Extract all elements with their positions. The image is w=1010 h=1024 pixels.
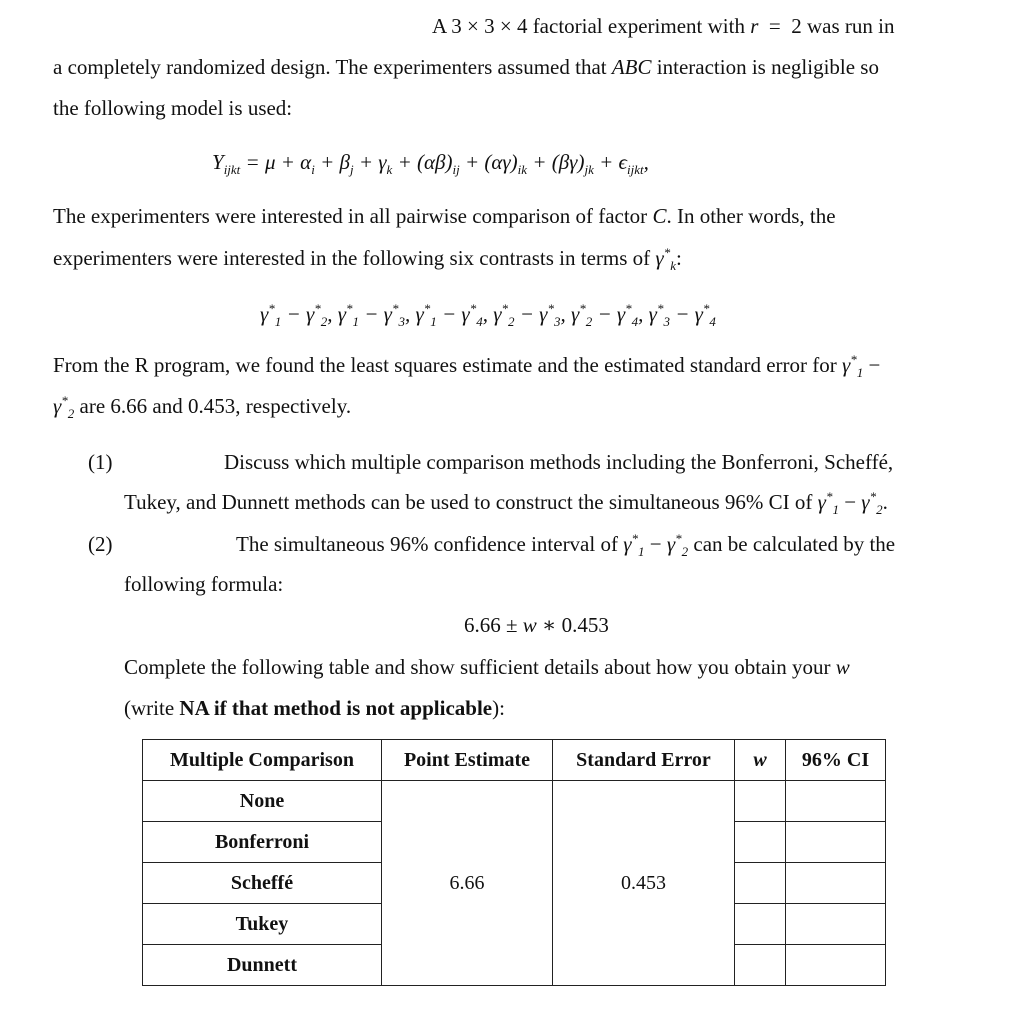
q2-text-2: following formula: (124, 572, 284, 596)
w-cell-none[interactable] (735, 781, 786, 822)
q2-instruction-1: Complete the following table and show sufficient details about how you obtain your w (124, 655, 850, 679)
method-tukey: Tukey (143, 904, 382, 945)
method-bonferroni: Bonferroni (143, 822, 382, 863)
ci-cell-dunnett[interactable] (786, 945, 886, 986)
w-cell-dunnett[interactable] (735, 945, 786, 986)
ci-cell-scheffe[interactable] (786, 863, 886, 904)
w-cell-bonferroni[interactable] (735, 822, 786, 863)
q2-instruction-2: (write NA if that method is not applicable): (124, 696, 505, 720)
method-scheffe: Scheffé (143, 863, 382, 904)
q1-text-1: Discuss which multiple comparison methods including the Bonferroni, Scheffé, (224, 450, 894, 474)
header-point-estimate: Point Estimate (382, 740, 553, 781)
model-equation: $Y_{ijkt} = \mu + \alpha_i + \beta_j + \gamma_k + (\alpha\beta)_{ij} + (\alpha\gamma)_{ik} + (\beta\gamma)_{jk} + \epsilon_{ijkt}$, (212, 150, 649, 178)
w-cell-tukey[interactable] (735, 904, 786, 945)
q2-text-1: The simultaneous 96% confidence interval of $\gamma^*_1 - \gamma^*_2$ can be calculated by the (236, 531, 896, 560)
interest-line-2: experimenters were interested in the following six contrasts in terms of $\gamma^*_k$: (53, 245, 682, 274)
r-result-line-1: From the R program, we found the least squares estimate and the estimated standard error for $\gamma^*_1$ − (53, 352, 881, 381)
ci-cell-tukey[interactable] (786, 904, 886, 945)
q2-formula: 6.66 ± w ∗ 0.453 (464, 613, 609, 637)
q2-number: (2) (88, 532, 113, 556)
interest-line-1: The experimenters were interested in all pairwise comparison of factor C. In other words, the (53, 204, 836, 228)
q1-number: (1) (88, 450, 113, 474)
contrasts-equation: $\gamma^*_1 - \gamma^*_2$, $\gamma^*_1 - \gamma^*_3$, $\gamma^*_1 - \gamma^*_4$, $\gamma^*_2 - \gamma^*_3$, $\gamma^*_2 - \gamma^*_4$, $\gamma^*_3 - \gamma^*_4$ (260, 301, 716, 330)
point-estimate-cell: 6.66 (382, 781, 553, 986)
header-ci: 96% CI (786, 740, 886, 781)
header-standard-error: Standard Error (553, 740, 735, 781)
comparison-table (142, 739, 886, 986)
intro-line-3: the following model is used: (53, 96, 293, 120)
method-dunnett: Dunnett (143, 945, 382, 986)
ci-cell-none[interactable] (786, 781, 886, 822)
method-none: None (143, 781, 382, 822)
r-result-line-2: $\gamma^*_2$ are 6.66 and 0.453, respectively. (53, 393, 352, 422)
table-header-row (143, 740, 886, 781)
header-multiple-comparison: Multiple Comparison (143, 740, 382, 781)
table-row (143, 781, 886, 822)
intro-line-1: A 3 × 3 × 4 factorial experiment with r = 2 was run in (432, 14, 895, 38)
header-w: w (735, 740, 786, 781)
standard-error-cell: 0.453 (553, 781, 735, 986)
q1-text-2: Tukey, and Dunnett methods can be used to construct the simultaneous 96% CI of $\gamma^*_1 - \gamma^*_2$. (124, 489, 888, 518)
ci-cell-bonferroni[interactable] (786, 822, 886, 863)
w-cell-scheffe[interactable] (735, 863, 786, 904)
intro-line-2: a completely randomized design. The experimenters assumed that ABC interaction is negligible so (53, 55, 879, 79)
